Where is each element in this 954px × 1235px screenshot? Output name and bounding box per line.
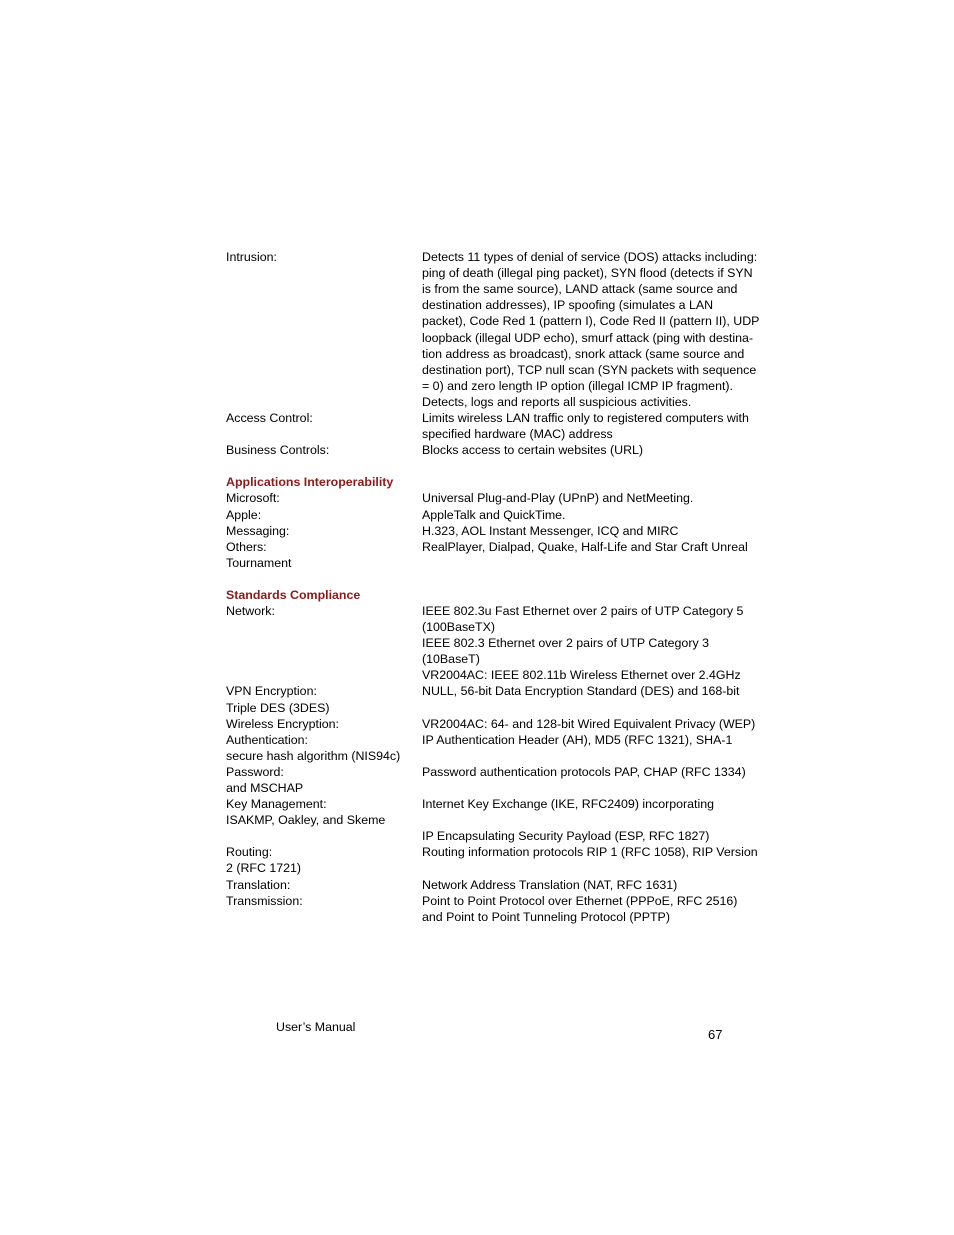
authentication-text-cont: secure hash algorithm (NIS94c) (226, 749, 401, 763)
others-label: Others: (226, 540, 267, 554)
business-controls-text: Blocks access to certain websites (URL) (422, 443, 644, 457)
intrusion-text-line: Detects, logs and reports all suspicious activities. (422, 395, 692, 409)
vpn-encryption-text: NULL, 56-bit Data Encryption Standard (DES) and 168-bit (422, 684, 740, 698)
password-label: Password: (226, 765, 284, 779)
intrusion-text-line: tion address as broadcast), snork attack (same source and (422, 347, 745, 361)
authentication-label: Authentication: (226, 733, 308, 747)
network-text-line: IEEE 802.3u Fast Ethernet over 2 pairs of UTP Category 5 (422, 604, 744, 618)
access-control-text-line: specified hardware (MAC) address (422, 427, 613, 441)
network-text-line: VR2004AC: IEEE 802.11b Wireless Ethernet over 2.4GHz (422, 668, 741, 682)
network-text-line: (10BaseT) (422, 652, 480, 666)
footer-manual-title: User’s Manual (276, 1020, 356, 1034)
translation-label: Translation: (226, 878, 291, 892)
messaging-text: H.323, AOL Instant Messenger, ICQ and MIRC (422, 524, 679, 538)
microsoft-text: Universal Plug-and-Play (UPnP) and NetMeeting. (422, 491, 694, 505)
others-text: RealPlayer, Dialpad, Quake, Half-Life and Star Craft Unreal (422, 540, 748, 554)
intrusion-text-line: loopback (illegal UDP echo), smurf attack (ping with destina- (422, 331, 754, 345)
network-label: Network: (226, 604, 275, 618)
intrusion-text-line: packet), Code Red 1 (pattern I), Code Red II (pattern II), UDP (422, 314, 760, 328)
apple-text: AppleTalk and QuickTime. (422, 508, 566, 522)
password-text-cont: and MSCHAP (226, 781, 304, 795)
wireless-encryption-text: VR2004AC: 64- and 128-bit Wired Equivalent Privacy (WEP) (422, 717, 756, 731)
access-control-label: Access Control: (226, 411, 313, 425)
others-text-cont: Tournament (226, 556, 292, 570)
authentication-text: IP Authentication Header (AH), MD5 (RFC 1321), SHA-1 (422, 733, 733, 747)
applications-heading: Applications Interoperability (226, 475, 394, 489)
key-management-text-cont: ISAKMP, Oakley, and Skeme (226, 813, 386, 827)
business-controls-label: Business Controls: (226, 443, 330, 457)
intrusion-text-line: is from the same source), LAND attack (same source and (422, 282, 738, 296)
page-number: 67 (708, 1027, 723, 1042)
password-text: Password authentication protocols PAP, CHAP (RFC 1334) (422, 765, 746, 779)
transmission-text-line: Point to Point Protocol over Ethernet (PPPoE, RFC 2516) (422, 894, 738, 908)
microsoft-label: Microsoft: (226, 491, 280, 505)
key-management-label: Key Management: (226, 797, 327, 811)
vpn-encryption-label: VPN Encryption: (226, 684, 317, 698)
routing-label: Routing: (226, 845, 273, 859)
routing-text: Routing information protocols RIP 1 (RFC 1058), RIP Version (422, 845, 758, 859)
translation-text: Network Address Translation (NAT, RFC 1631) (422, 878, 678, 892)
vpn-encryption-text-cont: Triple DES (3DES) (226, 701, 330, 715)
intrusion-text-line: = 0) and zero length IP option (illegal ICMP IP fragment). (422, 379, 733, 393)
messaging-label: Messaging: (226, 524, 290, 538)
network-text-line: IEEE 802.3 Ethernet over 2 pairs of UTP Category 3 (422, 636, 709, 650)
transmission-label: Transmission: (226, 894, 303, 908)
intrusion-text-line: destination port), TCP null scan (SYN packets with sequence (422, 363, 757, 377)
wireless-encryption-label: Wireless Encryption: (226, 717, 339, 731)
network-text-line: (100BaseTX) (422, 620, 496, 634)
standards-heading: Standards Compliance (226, 588, 361, 602)
apple-label: Apple: (226, 508, 262, 522)
transmission-text-line: and Point to Point Tunneling Protocol (PPTP) (422, 910, 670, 924)
routing-text-cont: 2 (RFC 1721) (226, 861, 302, 875)
intrusion-label: Intrusion: (226, 250, 277, 264)
key-management-text: Internet Key Exchange (IKE, RFC2409) incorporating (422, 797, 715, 811)
intrusion-text-line: destination addresses), IP spoofing (simulates a LAN (422, 298, 714, 312)
intrusion-text-line: ping of death (illegal ping packet), SYN flood (detects if SYN (422, 266, 753, 280)
access-control-text-line: Limits wireless LAN traffic only to registered computers with (422, 411, 749, 425)
esp-text: IP Encapsulating Security Payload (ESP, RFC 1827) (422, 829, 710, 843)
intrusion-text-line: Detects 11 types of denial of service (DOS) attacks including: (422, 250, 758, 264)
